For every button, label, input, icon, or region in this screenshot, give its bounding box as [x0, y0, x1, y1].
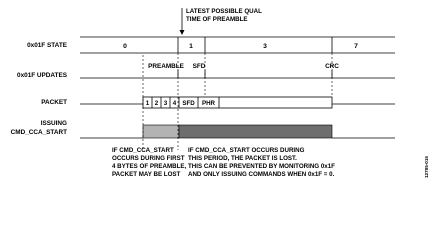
note-left-line: 4 BYTES OF PREAMBLE,	[112, 163, 187, 170]
row-label-issuing-1: ISSUING	[40, 120, 67, 127]
note-left	[112, 147, 187, 178]
row-label-updates: 0x01F UPDATES	[17, 72, 67, 79]
packet-field-label: 4	[172, 100, 177, 107]
state-value: 0	[123, 43, 127, 50]
note-right-line: IF CMD_CCA_START OCCURS DURING	[188, 147, 305, 154]
note-left-line: OCCURS DURING FIRST	[112, 155, 185, 162]
note-right-line: THIS PERIOD, THE PACKET IS LOST.	[188, 155, 297, 162]
updates-row	[80, 63, 395, 78]
state-value: 7	[354, 43, 358, 50]
note-left-line: IF CMD_CCA_START	[112, 147, 174, 154]
packet-field-label: PHR	[201, 100, 216, 107]
note-right-line: THIS CAN BE PREVENTED BY MONITORING 0x1F	[188, 163, 335, 170]
cca-region-preamble	[143, 125, 179, 138]
qual-note-line-1: LATEST POSSIBLE QUAL	[186, 8, 262, 15]
packet-field-label: 2	[154, 100, 159, 107]
update-event-crc: CRC	[325, 63, 339, 70]
state-row	[80, 37, 395, 53]
note-right	[188, 147, 335, 178]
row-label-packet: PACKET	[41, 99, 67, 106]
packet-field-label: SFD	[182, 100, 195, 107]
figure-id: 12785-015	[424, 156, 429, 178]
state-value: 1	[189, 43, 193, 50]
packet-frame	[143, 97, 332, 108]
note-right-line: AND ONLY ISSUING COMMANDS WHEN 0x1F = 0.	[188, 171, 335, 178]
note-left-line: PACKET MAY BE LOST	[112, 171, 181, 178]
qual-note-line-2: TIME OF PREAMBLE	[186, 16, 248, 23]
cca-region-lost	[179, 125, 332, 138]
qual-arrow-head	[180, 30, 185, 35]
qual-time-annotation	[180, 8, 263, 35]
packet-row	[80, 97, 395, 108]
row-label-state: 0x01F STATE	[27, 42, 67, 49]
packet-field-label: 1	[145, 100, 150, 107]
state-value: 3	[263, 43, 267, 50]
update-event-preamble: PREAMBLE	[148, 63, 184, 70]
packet-field-label: 3	[163, 100, 168, 107]
update-event-sfd: SFD	[192, 63, 206, 70]
row-label-issuing-2: CMD_CCA_START	[10, 129, 67, 136]
issuing-row	[80, 125, 395, 138]
